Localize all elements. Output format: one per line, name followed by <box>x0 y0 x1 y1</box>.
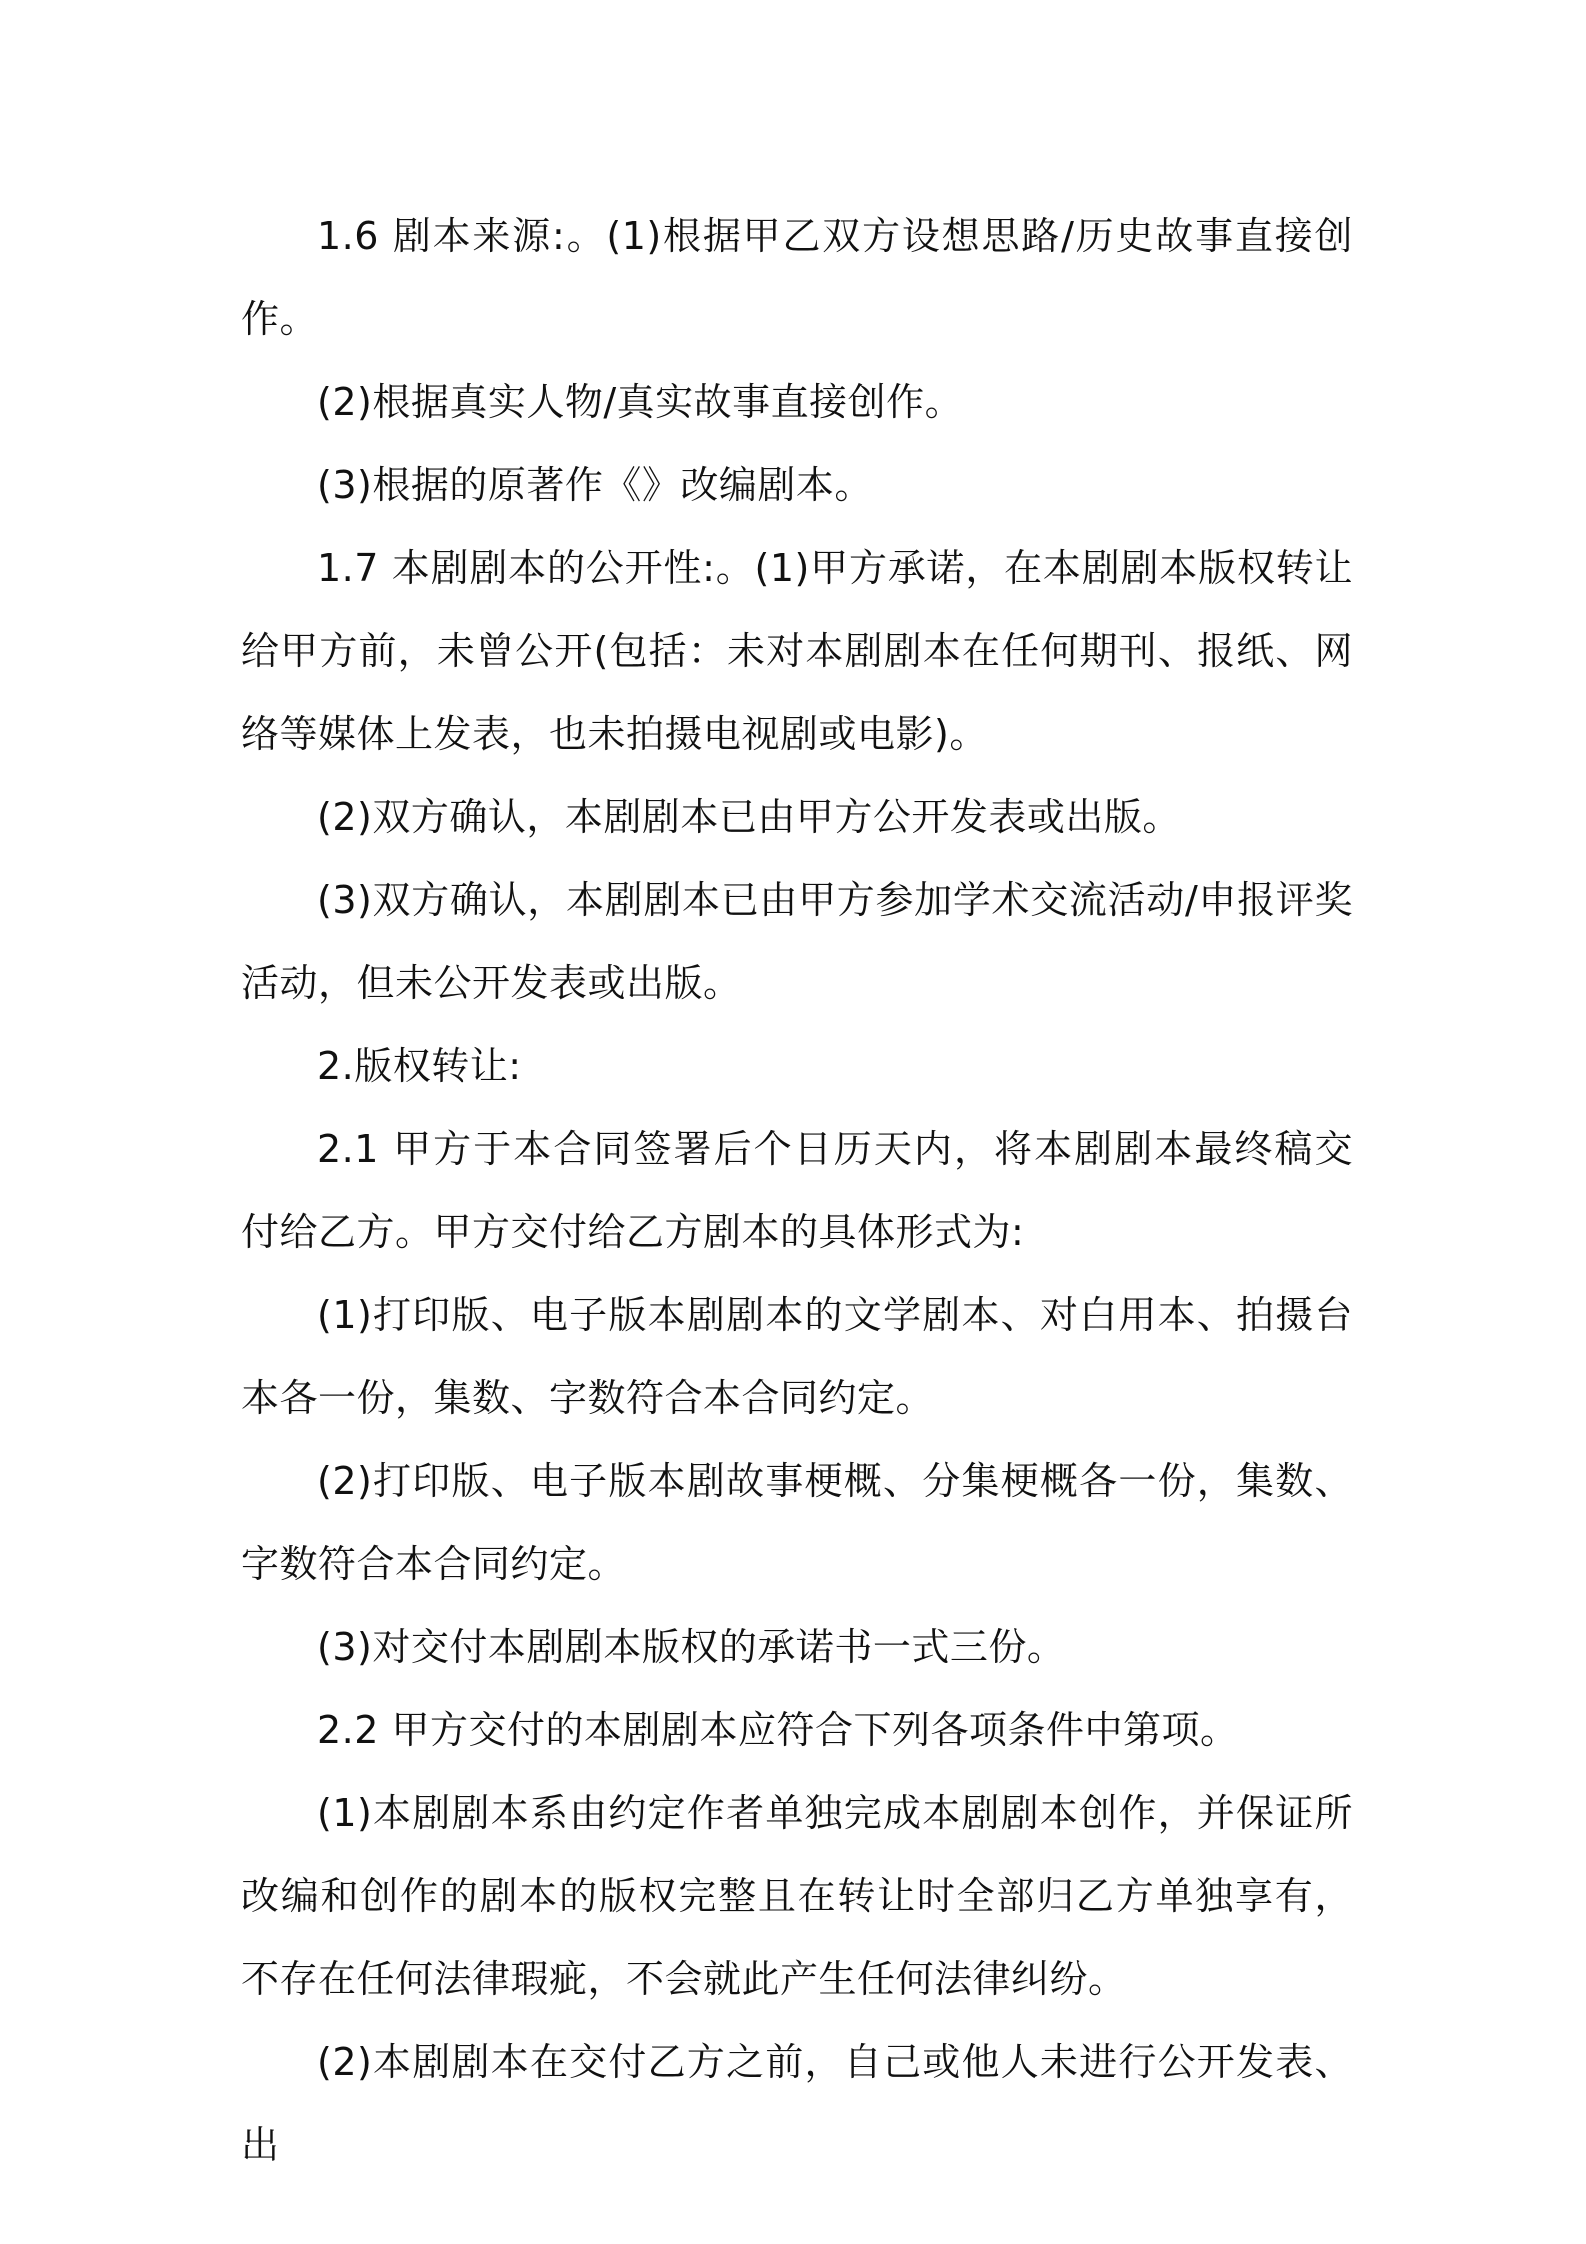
paragraph-1-6-script-source: 1.6 剧本来源:。(1)根据甲乙双方设想思路/历史故事直接创作。 <box>241 214 1353 341</box>
paragraph-1-7-publicity: 1.7 本剧剧本的公开性:。(1)甲方承诺，在本剧剧本版权转让给甲方前，未曾公开(包括：未对本剧剧本在任何期刊、报纸、网络等媒体上发表，也未拍摄电视剧或电影)。 <box>241 546 1353 756</box>
paragraph-publicity-option-2: (2)双方确认，本剧剧本已由甲方公开发表或出版。 <box>317 795 1181 839</box>
paragraph-source-option-2: (2)根据真实人物/真实故事直接创作。 <box>317 380 964 424</box>
paragraph-2-2-conditions: 2.2 甲方交付的本剧剧本应符合下列各项条件中第项。 <box>317 1708 1239 1752</box>
paragraph-publicity-option-3: (3)双方确认，本剧剧本已由甲方参加学术交流活动/申报评奖活动，但未公开发表或出版。 <box>241 878 1353 1005</box>
paragraph-condition-1: (1)本剧剧本系由约定作者单独完成本剧剧本创作，并保证所改编和创作的剧本的版权完整且在转让时全部归乙方单独享有，不存在任何法律瑕疵，不会就此产生任何法律纠纷。 <box>241 1791 1353 2001</box>
paragraph-source-option-3: (3)根据的原著作《》改编剧本。 <box>317 463 873 507</box>
paragraph-delivery-item-1: (1)打印版、电子版本剧剧本的文学剧本、对白用本、拍摄台本各一份，集数、字数符合本合同约定。 <box>241 1293 1353 1420</box>
paragraph-condition-2: (2)本剧剧本在交付乙方之前，自己或他人未进行公开发表、出 <box>241 2040 1353 2167</box>
section-heading-copyright-transfer: 2.版权转让: <box>317 1044 522 1088</box>
document-body <box>241 195 1353 2187</box>
paragraph-delivery-item-2: (2)打印版、电子版本剧故事梗概、分集梗概各一份，集数、字数符合本合同约定。 <box>241 1459 1353 1586</box>
paragraph-delivery-item-3: (3)对交付本剧剧本版权的承诺书一式三份。 <box>317 1625 1066 1669</box>
paragraph-2-1-delivery: 2.1 甲方于本合同签署后个日历天内，将本剧剧本最终稿交付给乙方。甲方交付给乙方剧本的具体形式为: <box>241 1127 1353 1254</box>
